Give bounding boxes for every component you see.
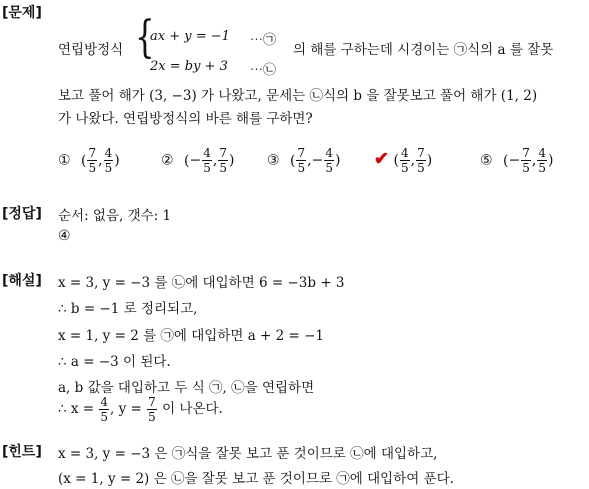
problem-intro: 연립방정식 — [58, 42, 124, 58]
choice-2-frac-b: $\frac{7}{5}$ — [219, 146, 227, 175]
choice-2-frac-a: $\frac{4}{5}$ — [203, 146, 211, 175]
solution-x-frac: $\frac{4}{5}$ — [100, 395, 109, 424]
choice-5[interactable]: ⑤ (− $\frac{7}{5}$ , $\frac{4}{5}$ ) — [480, 146, 554, 175]
problem-line-2: 보고 풀어 해가 (3, −3) 가 나왔고, 문세는 ㉡식의 b 을 잘못보고 풀어 해가 (1, 2) — [58, 88, 538, 104]
explanation-line-3: x = 1, y = 2 를 ㉠에 대입하면 a + 2 = −1 — [58, 328, 325, 344]
explanation-label: [해설] — [2, 273, 42, 289]
choice-1-frac-b: $\frac{4}{5}$ — [104, 146, 113, 175]
system-brace: { — [135, 12, 155, 63]
explanation-line-6: ∴ x = $\frac{4}{5}$ , y = $\frac{7}{5}$ 이 나온다. — [58, 395, 223, 424]
hint-line-2: (x = 1, y = 2) 은 ㉡을 잘못 보고 푼 것이므로 ㉠에 대입하여 푼다. — [58, 471, 454, 487]
equation-1-mark: ⋯㉠ — [250, 33, 277, 48]
equation-1: ax + y = −1 — [150, 29, 230, 44]
choice-3[interactable]: ③ ( $\frac{7}{5}$ ,− $\frac{4}{5}$ ) — [267, 146, 341, 175]
problem-line-3: 가 나왔다. 연립방정식의 바른 해를 구하면? — [58, 111, 313, 127]
choice-2[interactable]: ② (− $\frac{4}{5}$ , $\frac{7}{5}$ ) — [161, 146, 235, 175]
choice-3-mark: ③ — [267, 152, 280, 169]
answer-meta: 순서: 없음, 갯수: 1 — [58, 208, 172, 224]
choice-3-frac-a: $\frac{7}{5}$ — [297, 146, 306, 175]
answer-label: [정답] — [2, 206, 42, 222]
problem-line-1-tail: 의 해를 구하는데 시경이는 ㉠식의 a 를 잘못 — [293, 42, 554, 58]
choice-1-mark: ① — [58, 152, 71, 169]
choice-3-frac-b: $\frac{4}{5}$ — [325, 146, 333, 175]
choice-4[interactable]: ✔ ( $\frac{4}{5}$ , $\frac{7}{5}$ ) — [374, 146, 433, 175]
hint-label: [힌트] — [2, 444, 42, 460]
choice-4-frac-a: $\frac{4}{5}$ — [401, 146, 409, 175]
equation-2-mark: ⋯㉡ — [250, 63, 277, 78]
explanation-line-2: ∴ b = −1 로 정리되고, — [58, 301, 198, 317]
explanation-line-1: x = 3, y = −3 를 ㉡에 대입하면 6 = −3b + 3 — [58, 275, 345, 291]
problem-label: [문제] — [2, 5, 42, 21]
equation-2: 2x = by + 3 — [150, 59, 228, 74]
choice-1[interactable]: ① ( $\frac{7}{5}$ , $\frac{4}{5}$ ) — [58, 146, 120, 175]
hint-line-1: x = 3, y = −3 은 ㉠식을 잘못 보고 푼 것이므로 ㉡에 대입하고, — [58, 446, 438, 462]
choice-5-frac-b: $\frac{4}{5}$ — [538, 146, 546, 175]
choice-2-mark: ② — [161, 152, 174, 169]
choice-5-mark: ⑤ — [480, 152, 493, 169]
checkmark-icon: ✔ — [374, 148, 390, 170]
explanation-line-4: ∴ a = −3 이 된다. — [58, 354, 171, 370]
choice-5-frac-a: $\frac{7}{5}$ — [522, 146, 530, 175]
choice-1-frac-a: $\frac{7}{5}$ — [88, 146, 97, 175]
choice-4-frac-b: $\frac{7}{5}$ — [417, 146, 425, 175]
explanation-line-5: a, b 값을 대입하고 두 식 ㉠, ㉡을 연립하면 — [58, 380, 315, 396]
solution-y-frac: $\frac{7}{5}$ — [148, 395, 156, 424]
answer-value: ④ — [58, 228, 71, 244]
